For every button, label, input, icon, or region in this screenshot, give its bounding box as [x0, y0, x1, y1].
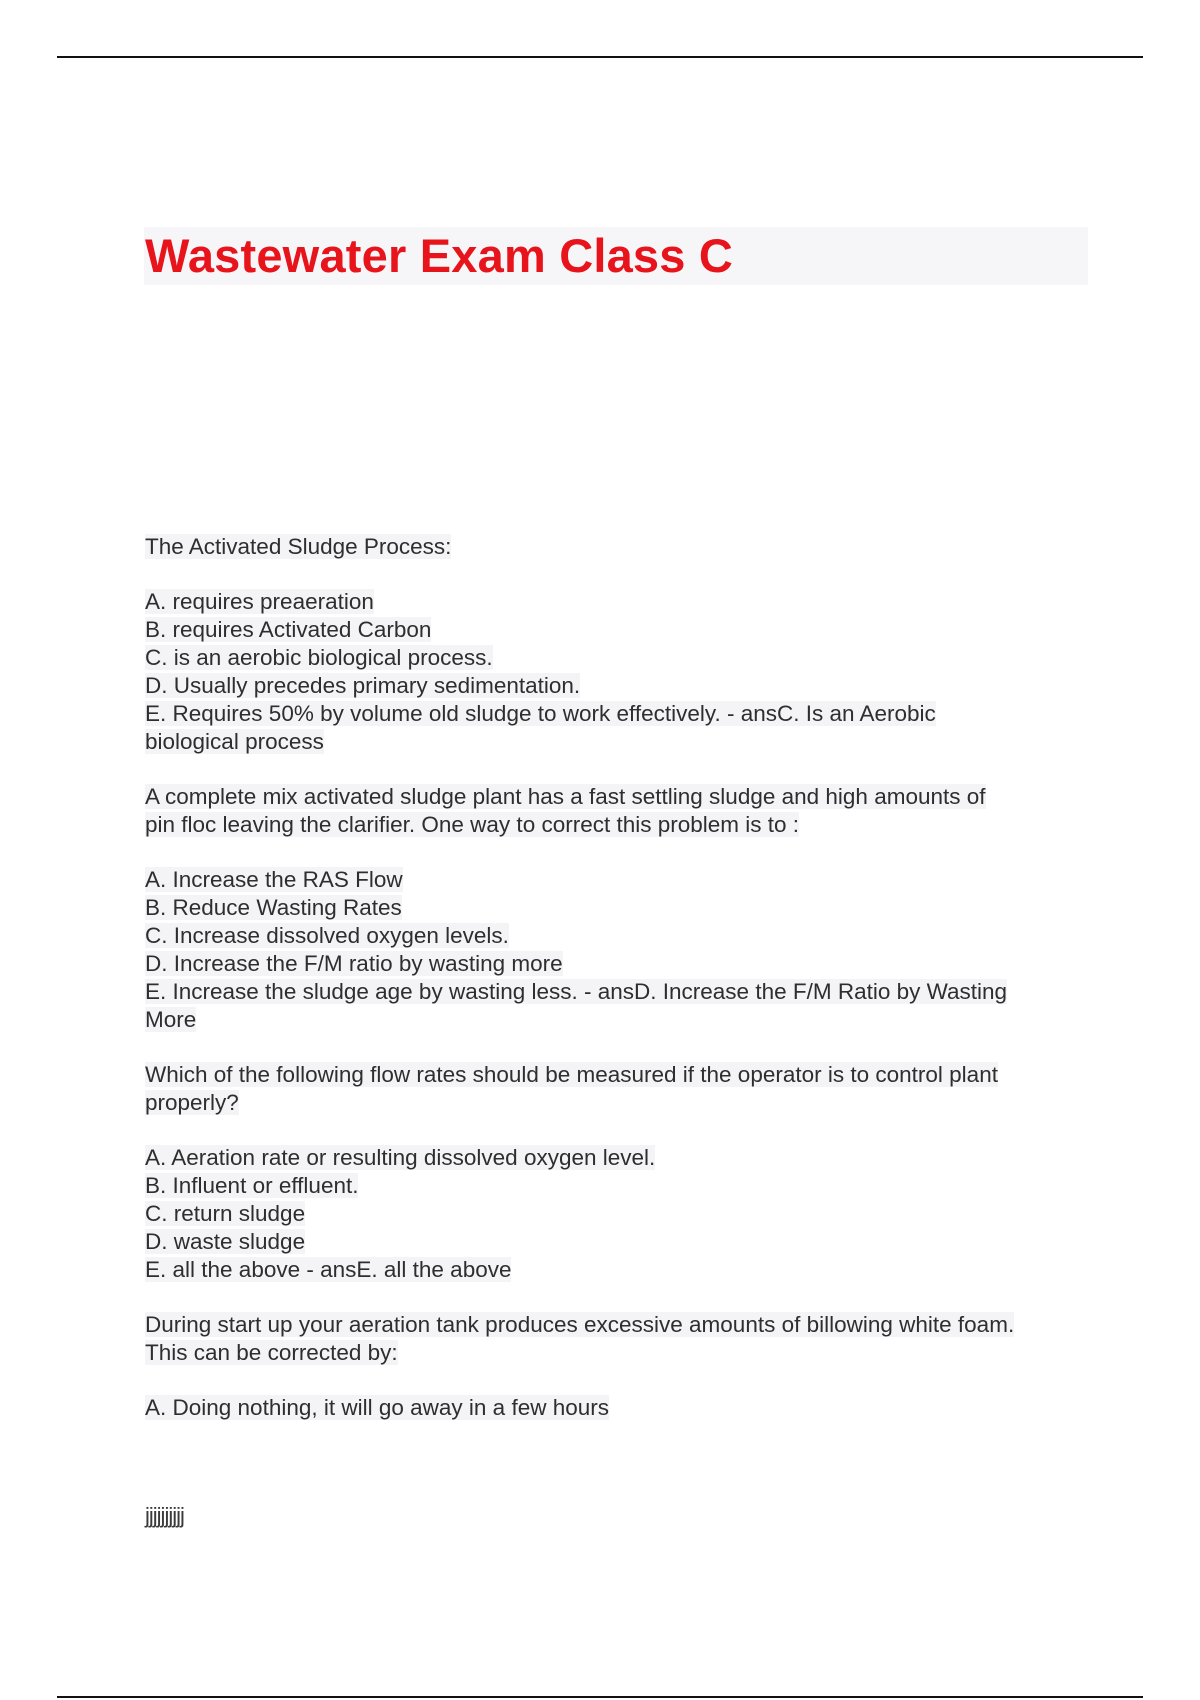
option-line: D. waste sludge: [145, 1229, 306, 1254]
option-line: E. Increase the sludge age by wasting less. - ansD. Increase the F/M Ratio by Wasting: [145, 979, 1008, 1004]
question-3-options: [145, 1144, 1095, 1284]
question-3-text: [145, 1061, 1095, 1117]
question-line: pin floc leaving the clarifier. One way to correct this problem is to :: [145, 812, 800, 837]
question-4-options: [145, 1394, 1095, 1422]
question-line: Which of the following flow rates should be measured if the operator is to control plant: [145, 1062, 998, 1087]
top-rule: [57, 56, 1143, 58]
option-line: A. requires preaeration: [145, 589, 374, 614]
question-line: properly?: [145, 1090, 239, 1115]
option-line: C. return sludge: [145, 1201, 306, 1226]
option-line: B. Reduce Wasting Rates: [145, 895, 402, 920]
question-1-options: [145, 588, 1095, 756]
option-line: A. Aeration rate or resulting dissolved oxygen level.: [145, 1145, 656, 1170]
question-line: During start up your aeration tank produces excessive amounts of billowing white foam.: [145, 1312, 1015, 1337]
question-1-text: [145, 533, 1095, 561]
footer-text: jjjjjjjjjj: [145, 1503, 184, 1528]
option-line: More: [145, 1007, 197, 1032]
option-line: C. is an aerobic biological process.: [145, 645, 493, 670]
question-4-text: [145, 1311, 1095, 1367]
option-line: A. Increase the RAS Flow: [145, 867, 403, 892]
question-line: The Activated Sludge Process:: [145, 534, 452, 559]
document-body: [145, 533, 1095, 1449]
option-line: A. Doing nothing, it will go away in a few hours: [145, 1395, 609, 1420]
document-title: Wastewater Exam Class C: [145, 229, 734, 282]
option-line: B. Influent or effluent.: [145, 1173, 359, 1198]
question-2-options: [145, 866, 1095, 1034]
option-line: D. Usually precedes primary sedimentation.: [145, 673, 581, 698]
option-line: E. all the above - ansE. all the above: [145, 1257, 512, 1282]
question-line: This can be corrected by:: [145, 1340, 398, 1365]
option-line: E. Requires 50% by volume old sludge to work effectively. - ansC. Is an Aerobic: [145, 701, 936, 726]
question-2-text: [145, 783, 1095, 839]
option-line: C. Increase dissolved oxygen levels.: [145, 923, 509, 948]
option-line: biological process: [145, 729, 324, 754]
question-line: A complete mix activated sludge plant has a fast settling sludge and high amounts of: [145, 784, 986, 809]
option-line: B. requires Activated Carbon: [145, 617, 432, 642]
bottom-rule: [57, 1696, 1143, 1698]
option-line: D. Increase the F/M ratio by wasting more: [145, 951, 563, 976]
